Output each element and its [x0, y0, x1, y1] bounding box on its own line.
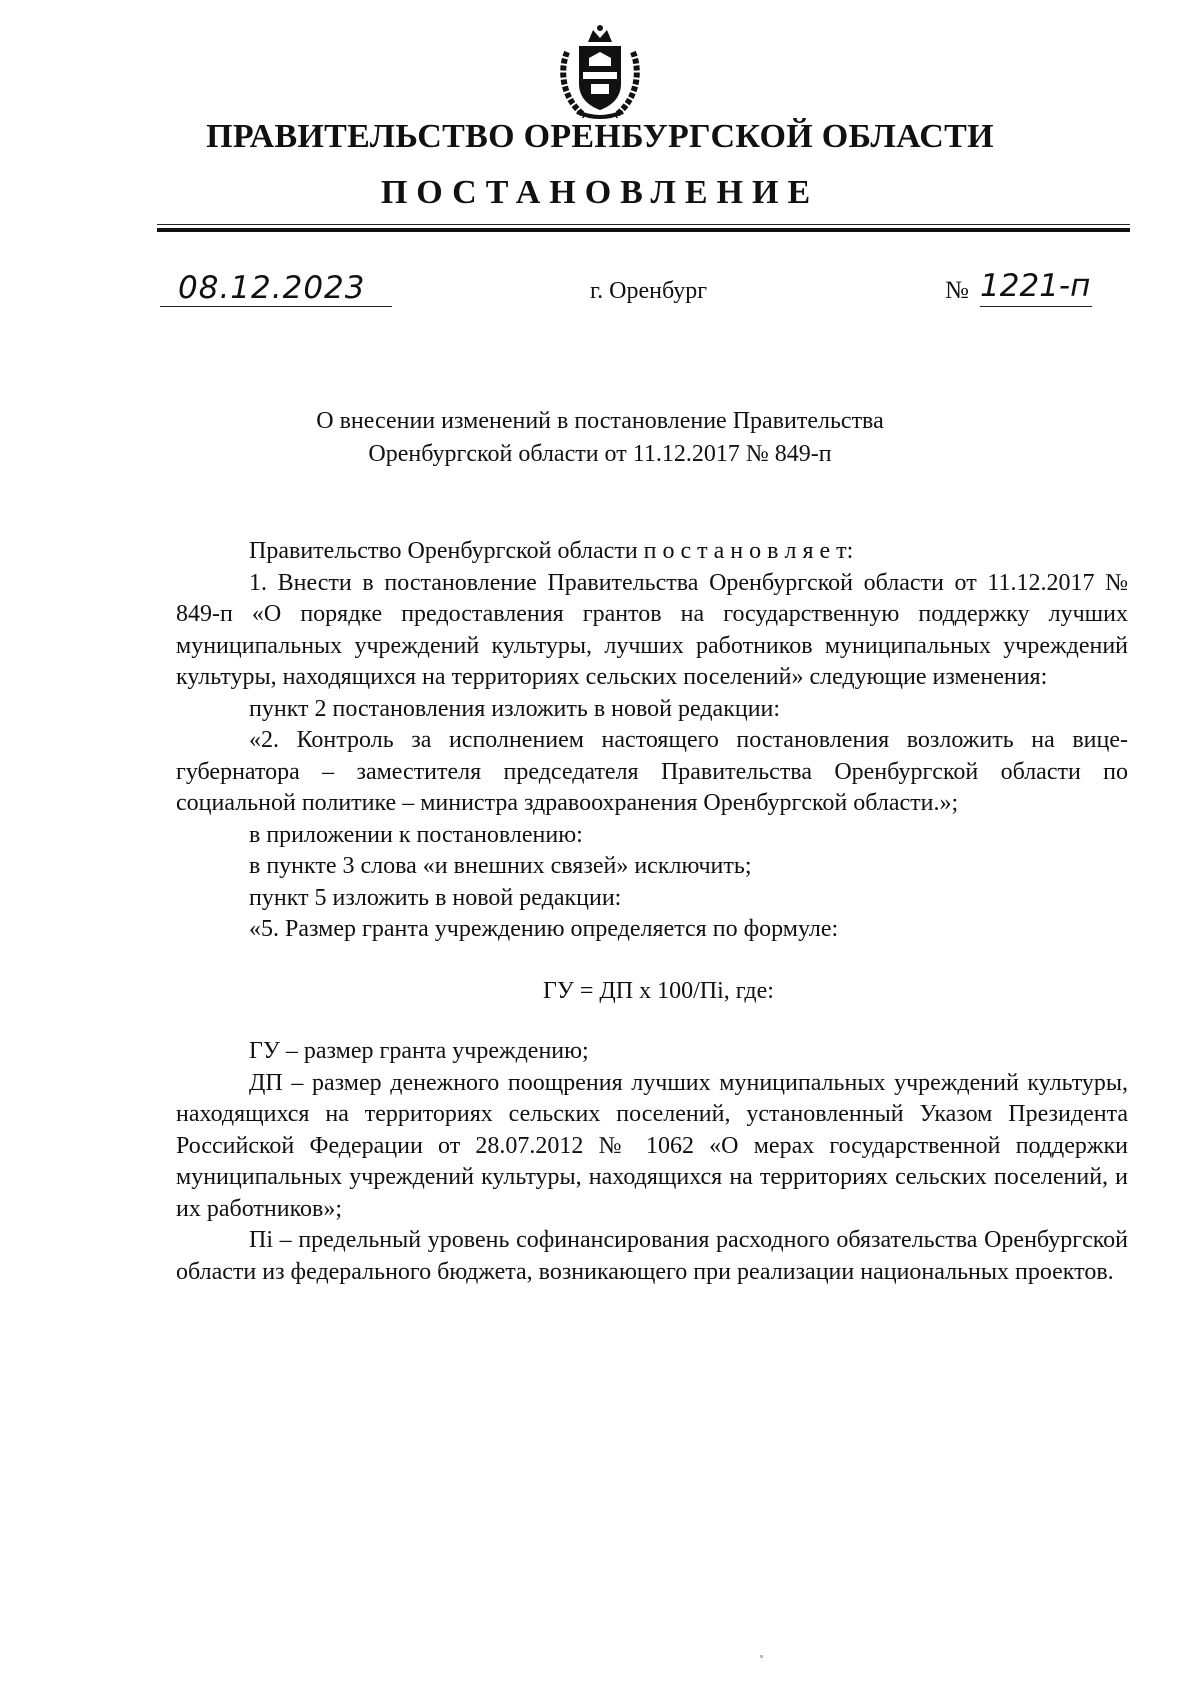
paragraph-item-1: 1. Внести в постановление Правительства Оренбургской области от 11.12.2017 № 849-п «О порядке предоставления грантов на государственную поддержку лучших муниципальных учреждений культуры, лучших работников муниципальных учреждений культуры, находящихся на территориях сельских поселений» следующие изменения: — [176, 569, 1128, 690]
paragraph-gu-definition: ГУ – размер гранта учреждению; — [249, 1038, 589, 1064]
paragraph-point-5-text: «5. Размер гранта учреждению определяется по формуле: — [249, 916, 839, 942]
paragraph-point-5-intro: пункт 5 изложить в новой редакции: — [249, 884, 622, 911]
document-type-title: ПОСТАНОВЛЕНИЕ — [380, 174, 820, 211]
document-number: 1221-п — [980, 268, 1091, 304]
paragraph-point-2-text: «2. Контроль за исполнением настоящего постановления возложить на вице-губернатора – заместителя председателя Правительства Оренбургской области по социальной политике – министра здравоохранения Оренбургской области.»; — [176, 727, 1128, 816]
scan-speck — [760, 1655, 763, 1658]
paragraph-pi-definition: Пі – предельный уровень софинансирования расходного обязательства Оренбургской области из федерального бюджета, возникающего при реализации национальных проектов. — [176, 1227, 1128, 1285]
paragraph-point-3-change: в пункте 3 слова «и внешних связей» исключить; — [249, 853, 752, 879]
document-body — [176, 536, 1128, 1288]
document-subject — [0, 405, 1200, 471]
document-city: г. Оренбург — [590, 278, 708, 304]
paragraph-dp-definition: ДП – размер денежного поощрения лучших муниципальных учреждений культуры, находящихся на территориях сельских поселений, установленный Указом Президента Российской Федерации от 28.07.2012 № 1062 «О мерах государственной поддержки муниципальных учреждений культуры, находящихся на территориях сельских поселений, и их работников»; — [176, 1069, 1128, 1222]
number-sign: № — [945, 277, 969, 304]
coat-of-arms-icon — [555, 22, 645, 122]
paragraph-preamble: Правительство Оренбургской области п о с т а н о в л я е т: — [249, 538, 854, 564]
subject-line-1: О внесении изменений в постановление Правительства — [316, 408, 884, 434]
paragraph-appendix-intro: в приложении к постановлению: — [249, 821, 583, 848]
paragraph-point-2-intro: пункт 2 постановления изложить в новой редакции: — [249, 695, 781, 722]
subject-line-2: Оренбургской области от 11.12.2017 № 849-п — [368, 441, 832, 467]
number-underline — [980, 306, 1092, 307]
header-divider-thin — [157, 224, 1130, 225]
government-title: ПРАВИТЕЛЬСТВО ОРЕНБУРГСКОЙ ОБЛАСТИ — [206, 118, 994, 155]
date-underline — [160, 306, 392, 307]
grant-formula: ГУ = ДП х 100/Пі, где: — [543, 977, 774, 1004]
header-divider-thick — [157, 228, 1130, 232]
document-date: 08.12.2023 — [178, 270, 366, 306]
